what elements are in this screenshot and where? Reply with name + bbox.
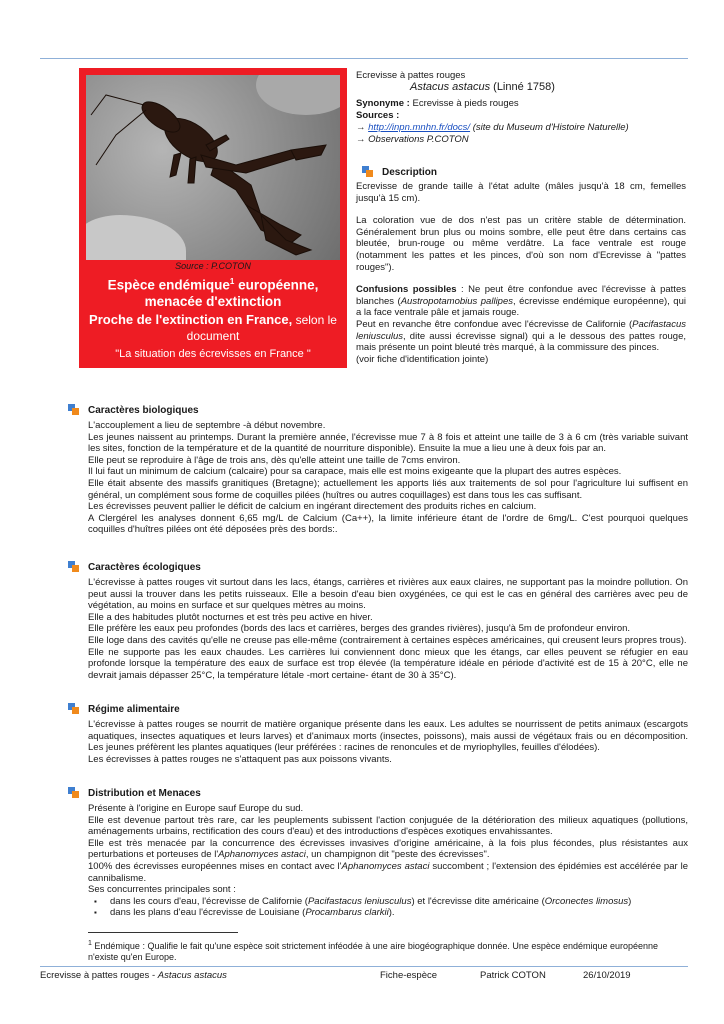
scientific-name: Astacus astacus (Linné 1758) [410, 81, 555, 93]
footer-date: 26/10/2019 [583, 970, 631, 981]
footer-title: Ecrevisse à pattes rouges - Astacus astacus [40, 970, 227, 981]
distribution-heading: Distribution et Menaces [68, 787, 201, 799]
distribution-text: Présente à l'origine en Europe sauf Europe du sud. Elle est devenue partout très rare, car les peuplements subissent l'action conjuguée de la détérioration des milieux aquatiques (pollutions, aménagements urbains, rectification des cours d'eau) et des introductions d'espèces exotiques envahissantes. Elle est très menacée par la concurrence des écrevisses invasives d'origine américaine, à la fois plus fécondes, plus résistantes aux perturbations et porteuses de l'Aphanomyces astaci, un champignon dit "peste des écrevisses". 100% des écrevisses européennes mises en contact avec l'Aphanomyces astaci succombent ; l'extension des épidémies est accélérée par le cannibalisme. Ses concurrentes principales sont : ▪ dans les cours d'eau, l'écrevisse de Californie (Pacifastacus leniusculus) et l'écrevisse dite américaine (Orconectes limosus) ▪ dans les plans d'eau l'écrevisse de Louisiane (Procambarus clarkii). [88, 803, 688, 919]
section-bullet-icon [68, 404, 80, 416]
competitor-list [88, 896, 688, 919]
inpn-link[interactable]: http://inpn.mnhn.fr/docs/ [368, 122, 471, 133]
section-bullet-icon [68, 787, 80, 799]
sources-label: Sources : [356, 110, 400, 121]
ecology-heading: Caractères écologiques [68, 561, 201, 573]
diet-heading: Régime alimentaire [68, 703, 180, 715]
biology-text: L'accouplement a lieu de septembre -à début novembre. Les jeunes naissent au printemps. Durant la première année, l'écrevisse mue 7 à 8 fois et atteint une taille de 3 à 6 cm (très variable suivant les sites, fonction de la température et de la quantité de nourriture disponible). Ensuite la mue a lieu une à deux fois par an. Elle peut se reproduire à l'âge de trois ans, dès qu'elle atteint une taille de 7cms environ. Il lui faut un minimum de calcium (calcaire) pour sa carapace, mais elle est moins exigeante que la plupart des autres espèces. Elle était absente des massifs granitiques (Bretagne); actuellement les apports liés aux traitements de sol pour l'agriculture lui suffisent en général, un complément sous forme de coquilles pilées (huîtres ou autres coquillages) est dans tous les cas suffisant. Les écrevisses peuvent pallier le déficit de calcium en ingérant directement des produits riches en calcium. A Clergérel les analyses donnent 6,65 mg/L de Calcium (Ca++), la limite inférieure étant de l'ordre de 6mg/L. C'est pourquoi quelques coquilles d'huîtres pilées ont été déposées près des bords:. [88, 420, 688, 536]
endemic-title: Espèce endémique$^1$ européenne, menacée d'extinction [107, 277, 319, 309]
ecology-text: L'écrevisse à pattes rouges vit surtout dans les lacs, étangs, carrières et rivières aux eaux claires, ne supportant pas la moindre pollution. On peut aussi la trouver dans les petits ruisseaux. Elle a besoin d'eau bien oxygénées, ce qui est le cas en général des carrières avec peu de végétation, au moins en surface et sur quelques mètres au moins. Elle a des habitudes plutôt nocturnes et est très peu active en hiver. Elle préfère les eaux peu profondes (bords des lacs et carrières, berges des grandes rivières), jusqu'à 5m de profondeur environ. Elle loge dans des cavités qu'elle ne creuse pas elle-même (contrairement à certaines espèces américaines, qui creusent leurs propres trous). Elle ne supporte pas les eaux chaudes. Les carrières lui conviennent donc mieux que les étangs, car elles peuvent se réfugier en eau profonde lorsque la température des eaux de surface est trop élevée (la température idéale en période d'activité est de 15 à 20°C, elle ne devrait jamais dépasser 25°C, la température létale -mort certaine- étant de 30 à 35°C). [88, 577, 688, 681]
photo-source: Source : P.COTON [175, 261, 251, 271]
section-bullet-icon [362, 166, 374, 178]
bottom-rule [40, 966, 688, 967]
top-rule [40, 58, 688, 59]
section-bullet-icon [68, 561, 80, 573]
footnote-rule [88, 932, 238, 933]
section-bullet-icon [68, 703, 80, 715]
source-1: → http://inpn.mnhn.fr/docs/ (site du Museum d'Histoire Naturelle) [356, 122, 629, 133]
info-box [79, 68, 347, 380]
document-title: "La situation des écrevisses en France " [115, 348, 311, 360]
biology-heading: Caractères biologiques [68, 404, 199, 416]
footnote: $^1$ Endémique : Qualifie le fait qu'une espèce soit strictement inféodée à une aire biogéographique donnée. Une espèce endémique européenne n'existe qu'en Europe. [88, 940, 659, 962]
footer-doc-type: Fiche-espèce [380, 970, 438, 981]
footer-author: Patrick COTON [480, 970, 546, 981]
description-heading: Description [362, 166, 437, 178]
description-text: Ecrevisse de grande taille à l'état adulte (mâles jusqu'à 18 cm, femelles jusqu'à 15 cm). La coloration vue de dos n'est pas un critère stable de détermination. Généralement brun plus ou moins sombre, elle peut être dans certains cas bleutée, brun-rouge ou même verdâtre. La face ventrale est rouge (notamment les pattes et les pinces, d'où son nom d'Ecrevisse à "pattes rouges"). Confusions possibles : Ne peut être confondue avec l'écrevisse à pattes blanches (Austropotamobius pallipes, écrevisse endémique européenne), qui a la face ventrale pâle et jamais rouge. Peut en revanche être confondue avec l'écrevisse de Californie (Pacifastacus leniusculus, dite aussi écrevisse signal) qui a le dessous des pattes rouge, mais présente un point bleuté très marqué, à la commissure des pinces. (voir fiche d'identification jointe) [356, 181, 686, 365]
diet-text: L'écrevisse à pattes rouges se nourrit de matière organique présente dans les eaux. Les adultes se nourrissent de petits animaux (escargots aquatiques, insectes aquatiques et leurs larves) et d'animaux morts (insectes, poissons), mais aussi de végétaux frais ou en décomposition. Les jeunes préfèrent les plantes aquatiques (leur préférées : racines de renoncules et de myriophylles, feuilles d'élodées). Les écrevisses à pattes rouges ne s'attaquent pas aux poissons vivants. [88, 719, 688, 765]
list-item: ▪ dans les plans d'eau l'écrevisse de Louisiane (Procambarus clarkii). [110, 907, 688, 919]
footnote-ref: 1 [229, 277, 235, 286]
source-2: → Observations P.COTON [356, 134, 469, 145]
list-item: ▪ dans les cours d'eau, l'écrevisse de Californie (Pacifastacus leniusculus) et l'écrevisse dite américaine (Orconectes limosus) [110, 896, 688, 908]
synonym: Synonyme : Ecrevisse à pieds rouges [356, 98, 519, 109]
extinction-note: Proche de l'extinction en France, selon le document [89, 312, 337, 343]
crayfish-photo [86, 75, 340, 260]
common-name: Ecrevisse à pattes rouges [356, 70, 466, 81]
document-citation: (CSP-ONEMA, avril 2007) [149, 368, 277, 380]
